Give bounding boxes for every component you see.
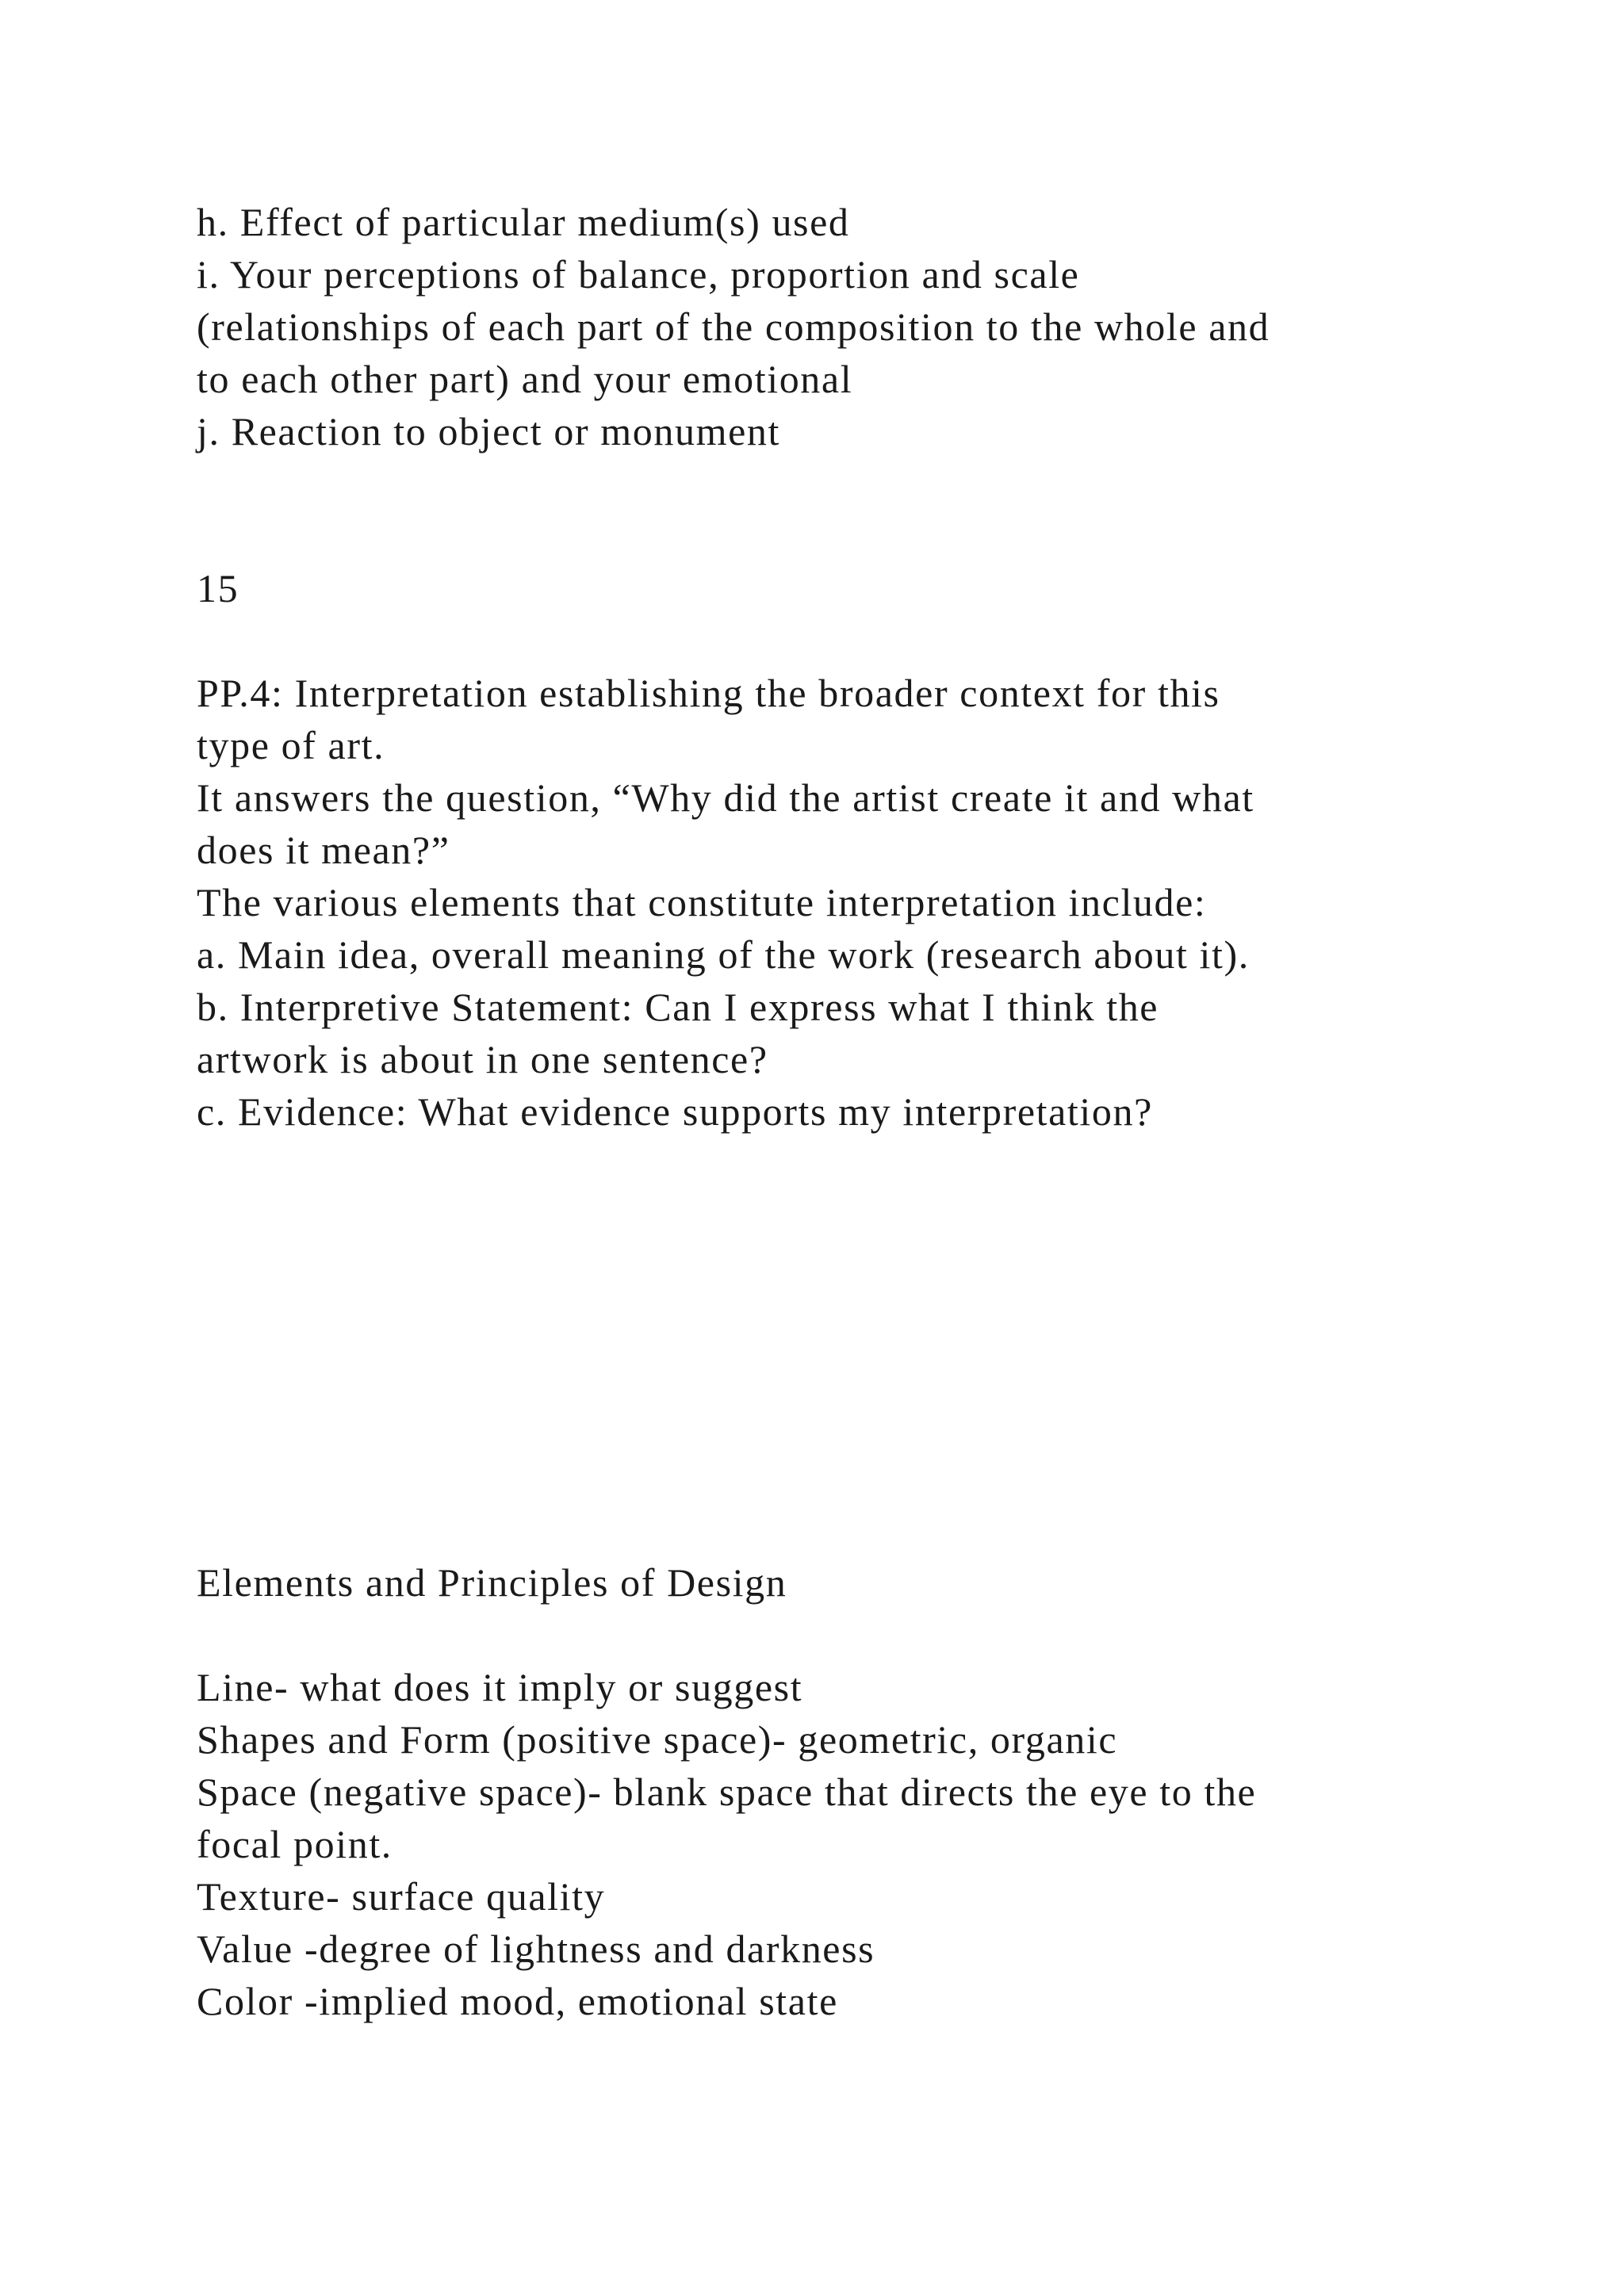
pp4-heading-continued: type of art. bbox=[197, 723, 385, 767]
pp4-heading: PP.4: Interpretation establishing the broader context for this bbox=[197, 671, 1220, 715]
list-item-i: i. Your perceptions of balance, proportion and scale bbox=[197, 252, 1080, 297]
pp4-list-item-b-continued: artwork is about in one sentence? bbox=[197, 1037, 768, 1081]
pp4-list-item-b: b. Interpretive Statement: Can I express what I think the bbox=[197, 985, 1159, 1029]
list-item-j: j. Reaction to object or monument bbox=[197, 409, 780, 453]
design-item-texture: Texture- surface quality bbox=[197, 1874, 606, 1919]
pp4-paragraph-line: The various elements that constitute interpretation include: bbox=[197, 880, 1207, 924]
design-heading: Elements and Principles of Design bbox=[197, 1560, 787, 1605]
pp4-list-item-c: c. Evidence: What evidence supports my interpretation? bbox=[197, 1089, 1153, 1134]
pp4-paragraph-line: does it mean?” bbox=[197, 828, 450, 872]
list-item-i-continued: to each other part) and your emotional bbox=[197, 357, 853, 401]
pp4-list-item-a: a. Main idea, overall meaning of the work (research about it). bbox=[197, 932, 1250, 977]
pp4-paragraph-line: It answers the question, “Why did the artist create it and what bbox=[197, 775, 1254, 820]
list-item-h: h. Effect of particular medium(s) used bbox=[197, 200, 850, 244]
page-number: 15 bbox=[197, 566, 239, 610]
design-item-color: Color -implied mood, emotional state bbox=[197, 1979, 838, 2023]
list-item-i-continued: (relationships of each part of the composition to the whole and bbox=[197, 304, 1270, 349]
design-item-shapes: Shapes and Form (positive space)- geometric, organic bbox=[197, 1717, 1118, 1762]
design-item-line: Line- what does it imply or suggest bbox=[197, 1665, 803, 1709]
design-item-space: Space (negative space)- blank space that directs the eye to the bbox=[197, 1770, 1257, 1814]
design-item-value: Value -degree of lightness and darkness bbox=[197, 1927, 875, 1971]
design-item-space-continued: focal point. bbox=[197, 1822, 393, 1866]
